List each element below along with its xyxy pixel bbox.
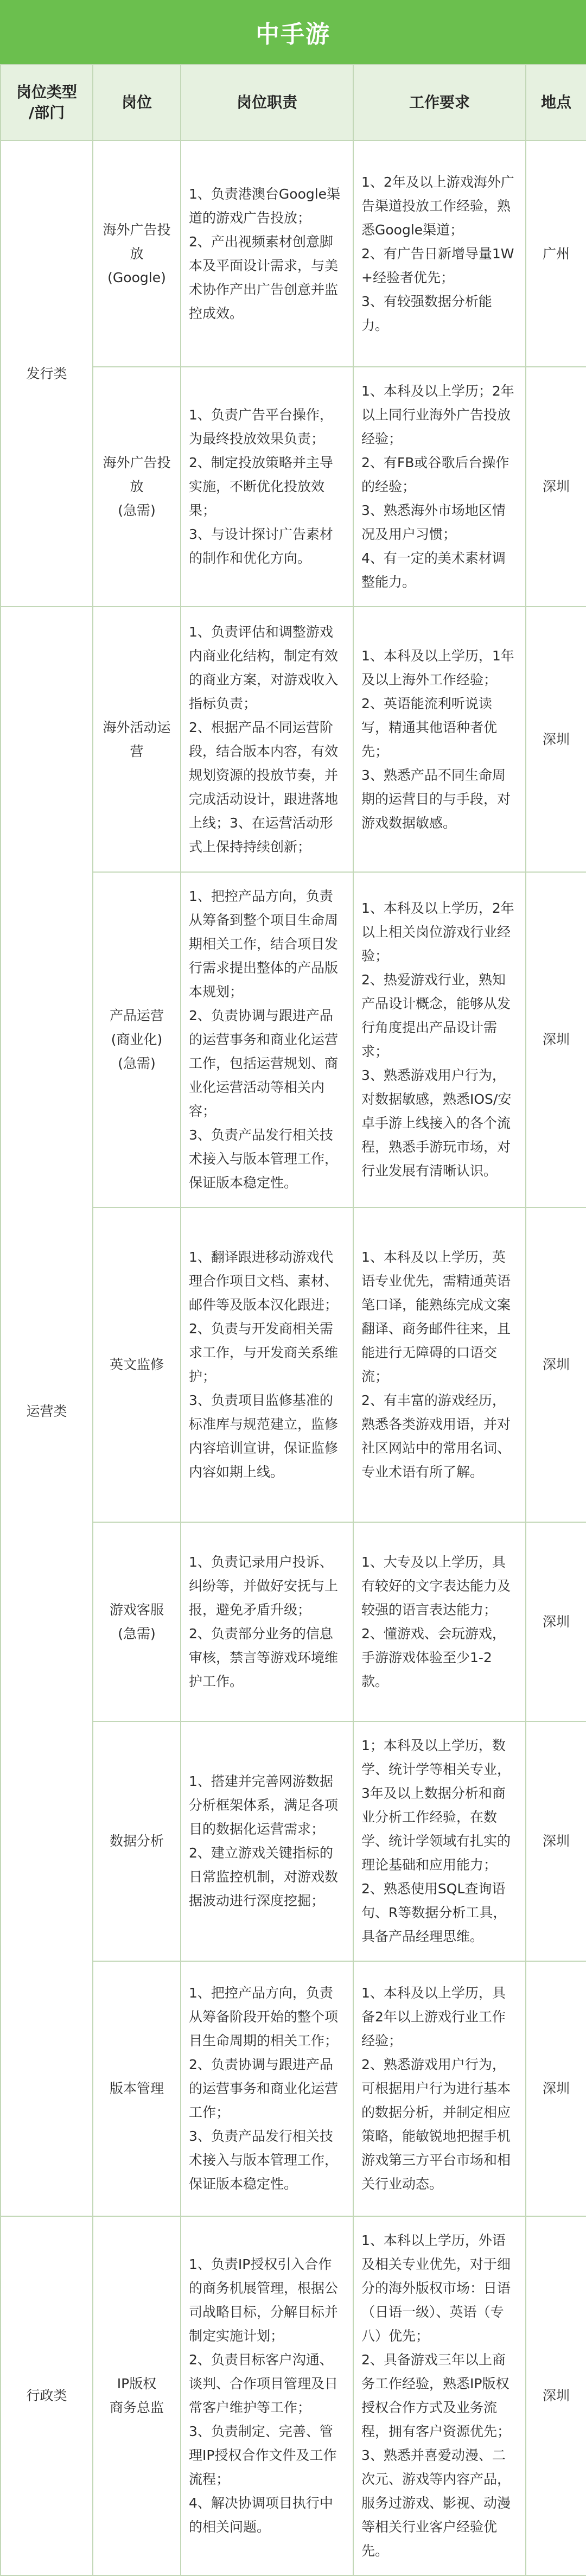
location-cell: 深圳 bbox=[526, 1522, 586, 1721]
duties-cell: 1、负责广告平台操作，为最终投放效果负责； 2、制定投放策略并主导实施，不断优化投放效果； 3、与设计探讨广告素材的制作和优化方向。 bbox=[181, 367, 353, 607]
header-location: 地点 bbox=[526, 65, 586, 141]
header-duties: 岗位职责 bbox=[181, 65, 353, 141]
requirements-cell: 1、本科及以上学历；2年以上同行业海外广告投放经验； 2、有FB或谷歌后台操作的经验； 3、熟悉海外市场地区情况及用户习惯； 4、有一定的美术素材调整能力。 bbox=[353, 367, 526, 607]
department-cell-ops: 运营类 bbox=[1, 607, 93, 2216]
location-cell: 深圳 bbox=[526, 1207, 586, 1522]
requirements-cell: 1、本科及以上学历，英语专业优先，需精通英语笔口译，能熟练完成文案翻译、商务邮件往来，且能进行无障碍的口语交流； 2、有丰富的游戏经历，熟悉各类游戏用语，并对社区网站中的常用名词、专业术语有所了解。 bbox=[353, 1207, 526, 1522]
department-cell-admin: 行政类 bbox=[1, 2216, 93, 2575]
location-cell: 广州 bbox=[526, 141, 586, 367]
location-cell: 深圳 bbox=[526, 607, 586, 872]
duties-cell: 1、负责评估和调整游戏内商业化结构，制定有效的商业方案，对游戏收入指标负责； 2、根据产品不同运营阶段，结合版本内容，有效规划资源的投放节奏，并完成活动设计，跟进落地上线；3、在运营活动形式上保持持续创新； bbox=[181, 607, 353, 872]
duties-cell: 1、搭建并完善网游数据分析框架体系，满足各项目的数据化运营需求； 2、建立游戏关键指标的日常监控机制，对游戏数据波动进行深度挖掘； bbox=[181, 1721, 353, 1961]
requirements-cell: 1、大专及以上学历，具有较好的文字表达能力及较强的语言表达能力； 2、懂游戏、会玩游戏，手游游戏体验至少1-2款。 bbox=[353, 1522, 526, 1721]
job-table bbox=[0, 64, 586, 2576]
department-cell-publish: 发行类 bbox=[1, 141, 93, 607]
duties-cell: 1、把控产品方向，负责从筹备阶段开始的整个项目生命周期的相关工作； 2、负责协调与跟进产品的运营事务和商业化运营工作； 3、负责产品发行相关技术接入与版本管理工作，保证版本稳定性。 bbox=[181, 1961, 353, 2216]
header-requirements: 工作要求 bbox=[353, 65, 526, 141]
header-position: 岗位 bbox=[93, 65, 181, 141]
position-cell: 版本管理 bbox=[93, 1961, 181, 2216]
position-cell: 英文监修 bbox=[93, 1207, 181, 1522]
requirements-cell: 1、本科及以上学历，具备2年以上游戏行业工作经验； 2、熟悉游戏用户行为，可根据用户行为进行基本的数据分析，并制定相应策略，能敏锐地把握手机游戏第三方平台市场和相关行业动态。 bbox=[353, 1961, 526, 2216]
requirements-cell: 1、本科以上学历，外语及相关专业优先，对于细分的海外版权市场：日语（日语一级）、英语（专八）优先； 2、具备游戏三年以上商务工作经验，熟悉IP版权授权合作方式及业务流程，拥有客户资源优先； 3、熟悉并喜爱动漫、二次元、游戏等内容产品，服务过游戏、影视、动漫等相关行业客户经验优先。 bbox=[353, 2216, 526, 2575]
table-row bbox=[1, 607, 586, 872]
position-cell: 海外活动运营 bbox=[93, 607, 181, 872]
header-row bbox=[1, 65, 586, 141]
position-cell: 海外广告投放 (Google) bbox=[93, 141, 181, 367]
duties-cell: 1、负责IP授权引入合作的商务机展管理，根据公司战略目标，分解目标并制定实施计划； 2、负责目标客户沟通、谈判、合作项目管理及日常客户维护等工作； 3、负责制定、完善、管理IP授权合作文件及工作流程； 4、解决协调项目执行中的相关问题。 bbox=[181, 2216, 353, 2575]
location-cell: 深圳 bbox=[526, 367, 586, 607]
requirements-cell: 1；本科及以上学历，数学、统计学等相关专业，3年及以上数据分析和商业分析工作经验，在数学、统计学领域有扎实的理论基础和应用能力； 2、熟悉使用SQL查询语句、R等数据分析工具，具备产品经理思维。 bbox=[353, 1721, 526, 1961]
duties-cell: 1、翻译跟进移动游戏代理合作项目文档、素材、邮件等及版本汉化跟进； 2、负责与开发商相关需求工作，与开发商关系维护； 3、负责项目监修基准的标准库与规范建立，监修内容培训宣讲，保证监修内容如期上线。 bbox=[181, 1207, 353, 1522]
header-dept: 岗位类型 /部门 bbox=[1, 65, 93, 141]
duties-cell: 1、负责记录用户投诉、纠纷等，并做好安抚与上报，避免矛盾升级； 2、负责部分业务的信息审核，禁言等游戏环境维护工作。 bbox=[181, 1522, 353, 1721]
position-cell: 海外广告投放 (急需) bbox=[93, 367, 181, 607]
position-cell: IP版权 商务总监 bbox=[93, 2216, 181, 2575]
duties-cell: 1、把控产品方向，负责从筹备到整个项目生命周期相关工作，结合项目发行需求提出整体的产品版本规划； 2、负责协调与跟进产品的运营事务和商业化运营工作，包括运营规划、商业化运营活动等相关内容； 3、负责产品发行相关技术接入与版本管理工作，保证版本稳定性。 bbox=[181, 872, 353, 1207]
requirements-cell: 1、2年及以上游戏海外广告渠道投放工作经验，熟悉Google渠道； 2、有广告日新增导量1W+经验者优先； 3、有较强数据分析能力。 bbox=[353, 141, 526, 367]
requirements-cell: 1、本科及以上学历，2年以上相关岗位游戏行业经验； 2、热爱游戏行业，熟知产品设计概念，能够从发行角度提出产品设计需求； 3、熟悉游戏用户行为，对数据敏感，熟悉IOS/安卓手游上线接入的各个流程，熟悉手游玩市场，对行业发展有清晰认识。 bbox=[353, 872, 526, 1207]
location-cell: 深圳 bbox=[526, 1961, 586, 2216]
position-cell: 游戏客服 (急需) bbox=[93, 1522, 181, 1721]
location-cell: 深圳 bbox=[526, 2216, 586, 2575]
duties-cell: 1、负责港澳台Google渠道的游戏广告投放； 2、产出视频素材创意脚本及平面设计需求，与美术协作产出广告创意并监控成效。 bbox=[181, 141, 353, 367]
position-cell: 产品运营 (商业化) (急需) bbox=[93, 872, 181, 1207]
page-title: 中手游 bbox=[0, 0, 586, 64]
table-row bbox=[1, 141, 586, 367]
location-cell: 深圳 bbox=[526, 872, 586, 1207]
requirements-cell: 1、本科及以上学历，1年及以上海外工作经验； 2、英语能流利听说读写，精通其他语种者优先； 3、熟悉产品不同生命周期的运营目的与手段，对游戏数据敏感。 bbox=[353, 607, 526, 872]
location-cell: 深圳 bbox=[526, 1721, 586, 1961]
table-row bbox=[1, 2216, 586, 2575]
position-cell: 数据分析 bbox=[93, 1721, 181, 1961]
